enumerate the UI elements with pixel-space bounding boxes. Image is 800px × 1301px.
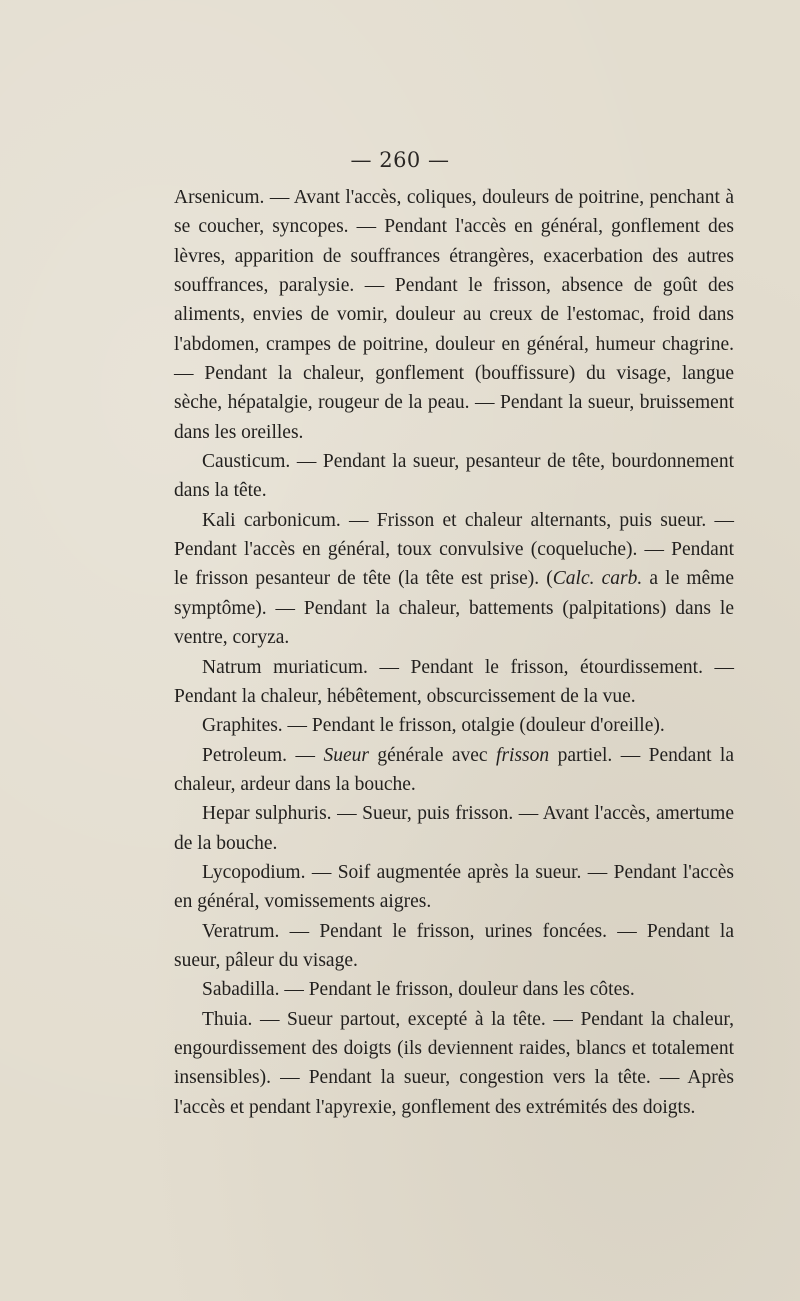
- entry-kali-carbonicum-text: Kali carbonicum. — Frisson et chaleur alternants, puis sueur. — Pendant l'accès en général, toux convulsive (coqueluche). — Pendant le frisson pesanteur de tête (la tête est prise). (: [174, 509, 734, 590]
- entry-sabadilla: Sabadilla. — Pendant le frisson, douleur dans les côtes.: [202, 979, 635, 1001]
- entry-petroleum-text-mid: générale avec: [368, 744, 497, 766]
- remedy-list: [174, 183, 734, 1122]
- entry-veratrum: Veratrum. — Pendant le frisson, urines foncées. — Pendant la sueur, pâleur du visage.: [174, 920, 734, 971]
- entry-kali-carbonicum-text-end: a le même symptôme). — Pendant la chaleur, battements (palpitations) dans le ventre, coryza.: [174, 568, 735, 649]
- entry-petroleum-text-end: partiel. — Pendant la chaleur, ardeur dans la bouche.: [174, 744, 735, 795]
- entry-petroleum-italic-frisson: frisson: [496, 744, 550, 766]
- entry-arsenicum: Arsenicum. — Avant l'accès, coliques, douleurs de poitrine, penchant à se coucher, syncopes. — Pendant l'accès en général, gonflement des lèvres, apparition de souffrances étrangères, exacerbation des autres souffrances, paralysie. — Pendant le frisson, absence de goût des aliments, envies de vomir, douleur au creux de l'estomac, froid dans l'abdomen, crampes de poitrine, douleur en général, humeur chagrine. — Pendant la chaleur, gonflement (bouffissure) du visage, langue sèche, hépatalgie, rougeur de la peau. — Pendant la sueur, bruissement dans les oreilles.: [174, 187, 734, 443]
- entry-graphites: Graphites. — Pendant le frisson, otalgie (douleur d'oreille).: [202, 715, 665, 737]
- entry-thuia: Thuia. — Sueur partout, excepté à la tête. — Pendant la chaleur, engourdissement des doigts (ils deviennent raides, blancs et totalement insensibles). — Pendant la sueur, congestion vers la tête. — Après l'accès et pendant l'apyrexie, gonflement des extrémités des doigts.: [174, 1008, 734, 1118]
- page-number: — 260 —: [350, 148, 450, 172]
- entry-lycopodium: Lycopodium. — Soif augmentée après la sueur. — Pendant l'accès en général, vomissements aigres.: [174, 861, 734, 913]
- entry-natrum-muriaticum: Natrum muriaticum. — Pendant le frisson, étourdissement. —Pendant la chaleur, hébêtement, obscurcissement de la vue.: [174, 656, 734, 707]
- entry-petroleum: [174, 741, 734, 800]
- entry-kali-carbonicum: [174, 506, 734, 653]
- entry-petroleum-italic-sueur: Sueur: [323, 744, 369, 766]
- entry-kali-carbonicum-italic: Calc. carb.: [552, 568, 643, 590]
- entry-hepar-sulphuris: Hepar sulphuris. — Sueur, puis frisson. — Avant l'accès, amertume de la bouche.: [174, 803, 734, 854]
- entry-causticum: Causticum. — Pendant la sueur, pesanteur de tête, bourdonnement dans la tête.: [174, 451, 734, 502]
- entry-petroleum-text: Petroleum. —: [202, 744, 324, 766]
